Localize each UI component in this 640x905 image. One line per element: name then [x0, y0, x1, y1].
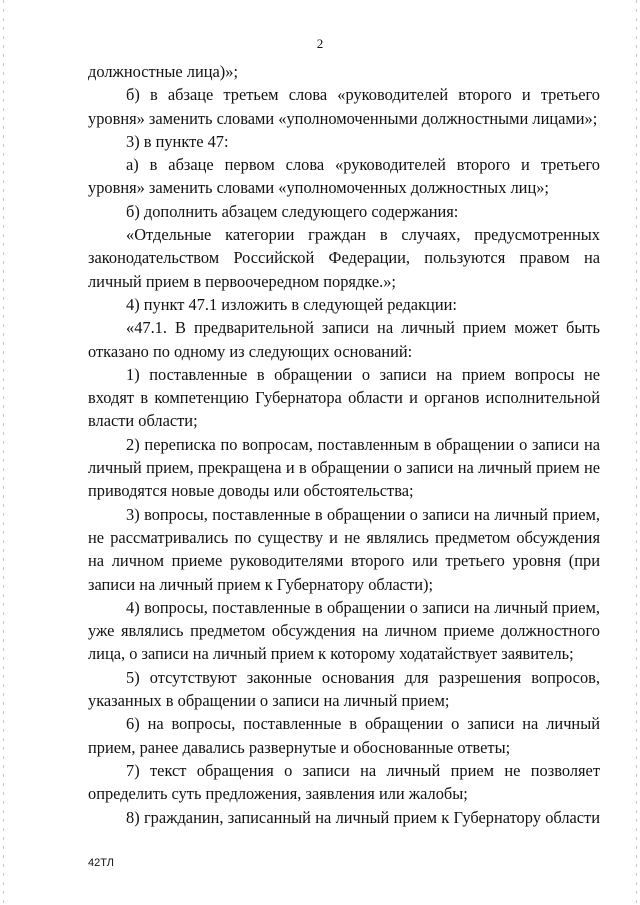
paragraph: 5) отсутствуют законные основания для разрешения вопросов, указанных в обращении о записи на личный прием;	[88, 667, 600, 711]
footer-document-code: 42ТЛ	[88, 857, 114, 869]
paragraph: «47.1. В предварительной записи на личный прием может быть отказано по одному из следующих оснований:	[88, 318, 600, 361]
paragraph: 3) в пункте 47:	[126, 131, 229, 151]
paragraph: должностные лица)»;	[88, 62, 238, 81]
paragraph: 7) текст обращения о записи на личный прием не позволяет определить суть предложения, заявления или жалобы;	[88, 760, 600, 804]
paragraph: б) в абзаце третьем слова «руководителей второго и третьего уровня» заменить словами «уполномоченными должностными лицами»;	[88, 85, 600, 128]
paragraph: 3) вопросы, поставленные в обращении о записи на личный прием, не рассматривались по существу и не являлись предметом обсуждения на личном приеме руководителями второго или третьего уровня (при записи на личный прием к Губернатору области);	[88, 504, 600, 594]
page-number: 2	[316, 36, 324, 51]
paragraph: а) в абзаце первом слова «руководителей второго и третьего уровня» заменить словами «уполномоченных должностных лиц»;	[88, 155, 600, 198]
paragraph: 1) поставленные в обращении о записи на прием вопросы не входят в компетенцию Губернатора области и органов исполнительной власти области;	[88, 364, 600, 431]
document-body	[88, 60, 600, 829]
paragraph: 2) переписка по вопросам, поставленным в обращении о записи на личный прием, прекращена и в обращении о записи на личный прием не приводятся новые доводы или обстоятельства;	[88, 434, 600, 501]
paragraph: «Отдельные категории граждан в случаях, предусмотренных законодательством Российской Федерации, пользуются правом на личный прием в первоочередном порядке.»;	[88, 225, 600, 291]
scan-edge-right	[636, 0, 637, 905]
paragraph: б) дополнить абзацем следующего содержания:	[126, 201, 459, 221]
paragraph: 4) вопросы, поставленные в обращении о записи на личный прием, уже являлись предметом обсуждения на личном приеме должностного лица, о записи на личный прием к которому ходатайствует заявитель;	[88, 597, 600, 664]
paragraph: 4) пункт 47.1 изложить в следующей редакции:	[126, 294, 457, 314]
paragraph: 6) на вопросы, поставленные в обращении о записи на личный прием, ранее давались развернутые и обоснованные ответы;	[88, 714, 600, 757]
scan-edge-left	[3, 0, 4, 905]
paragraph: 8) гражданин, записанный на личный прием к Губернатору области	[126, 807, 600, 827]
